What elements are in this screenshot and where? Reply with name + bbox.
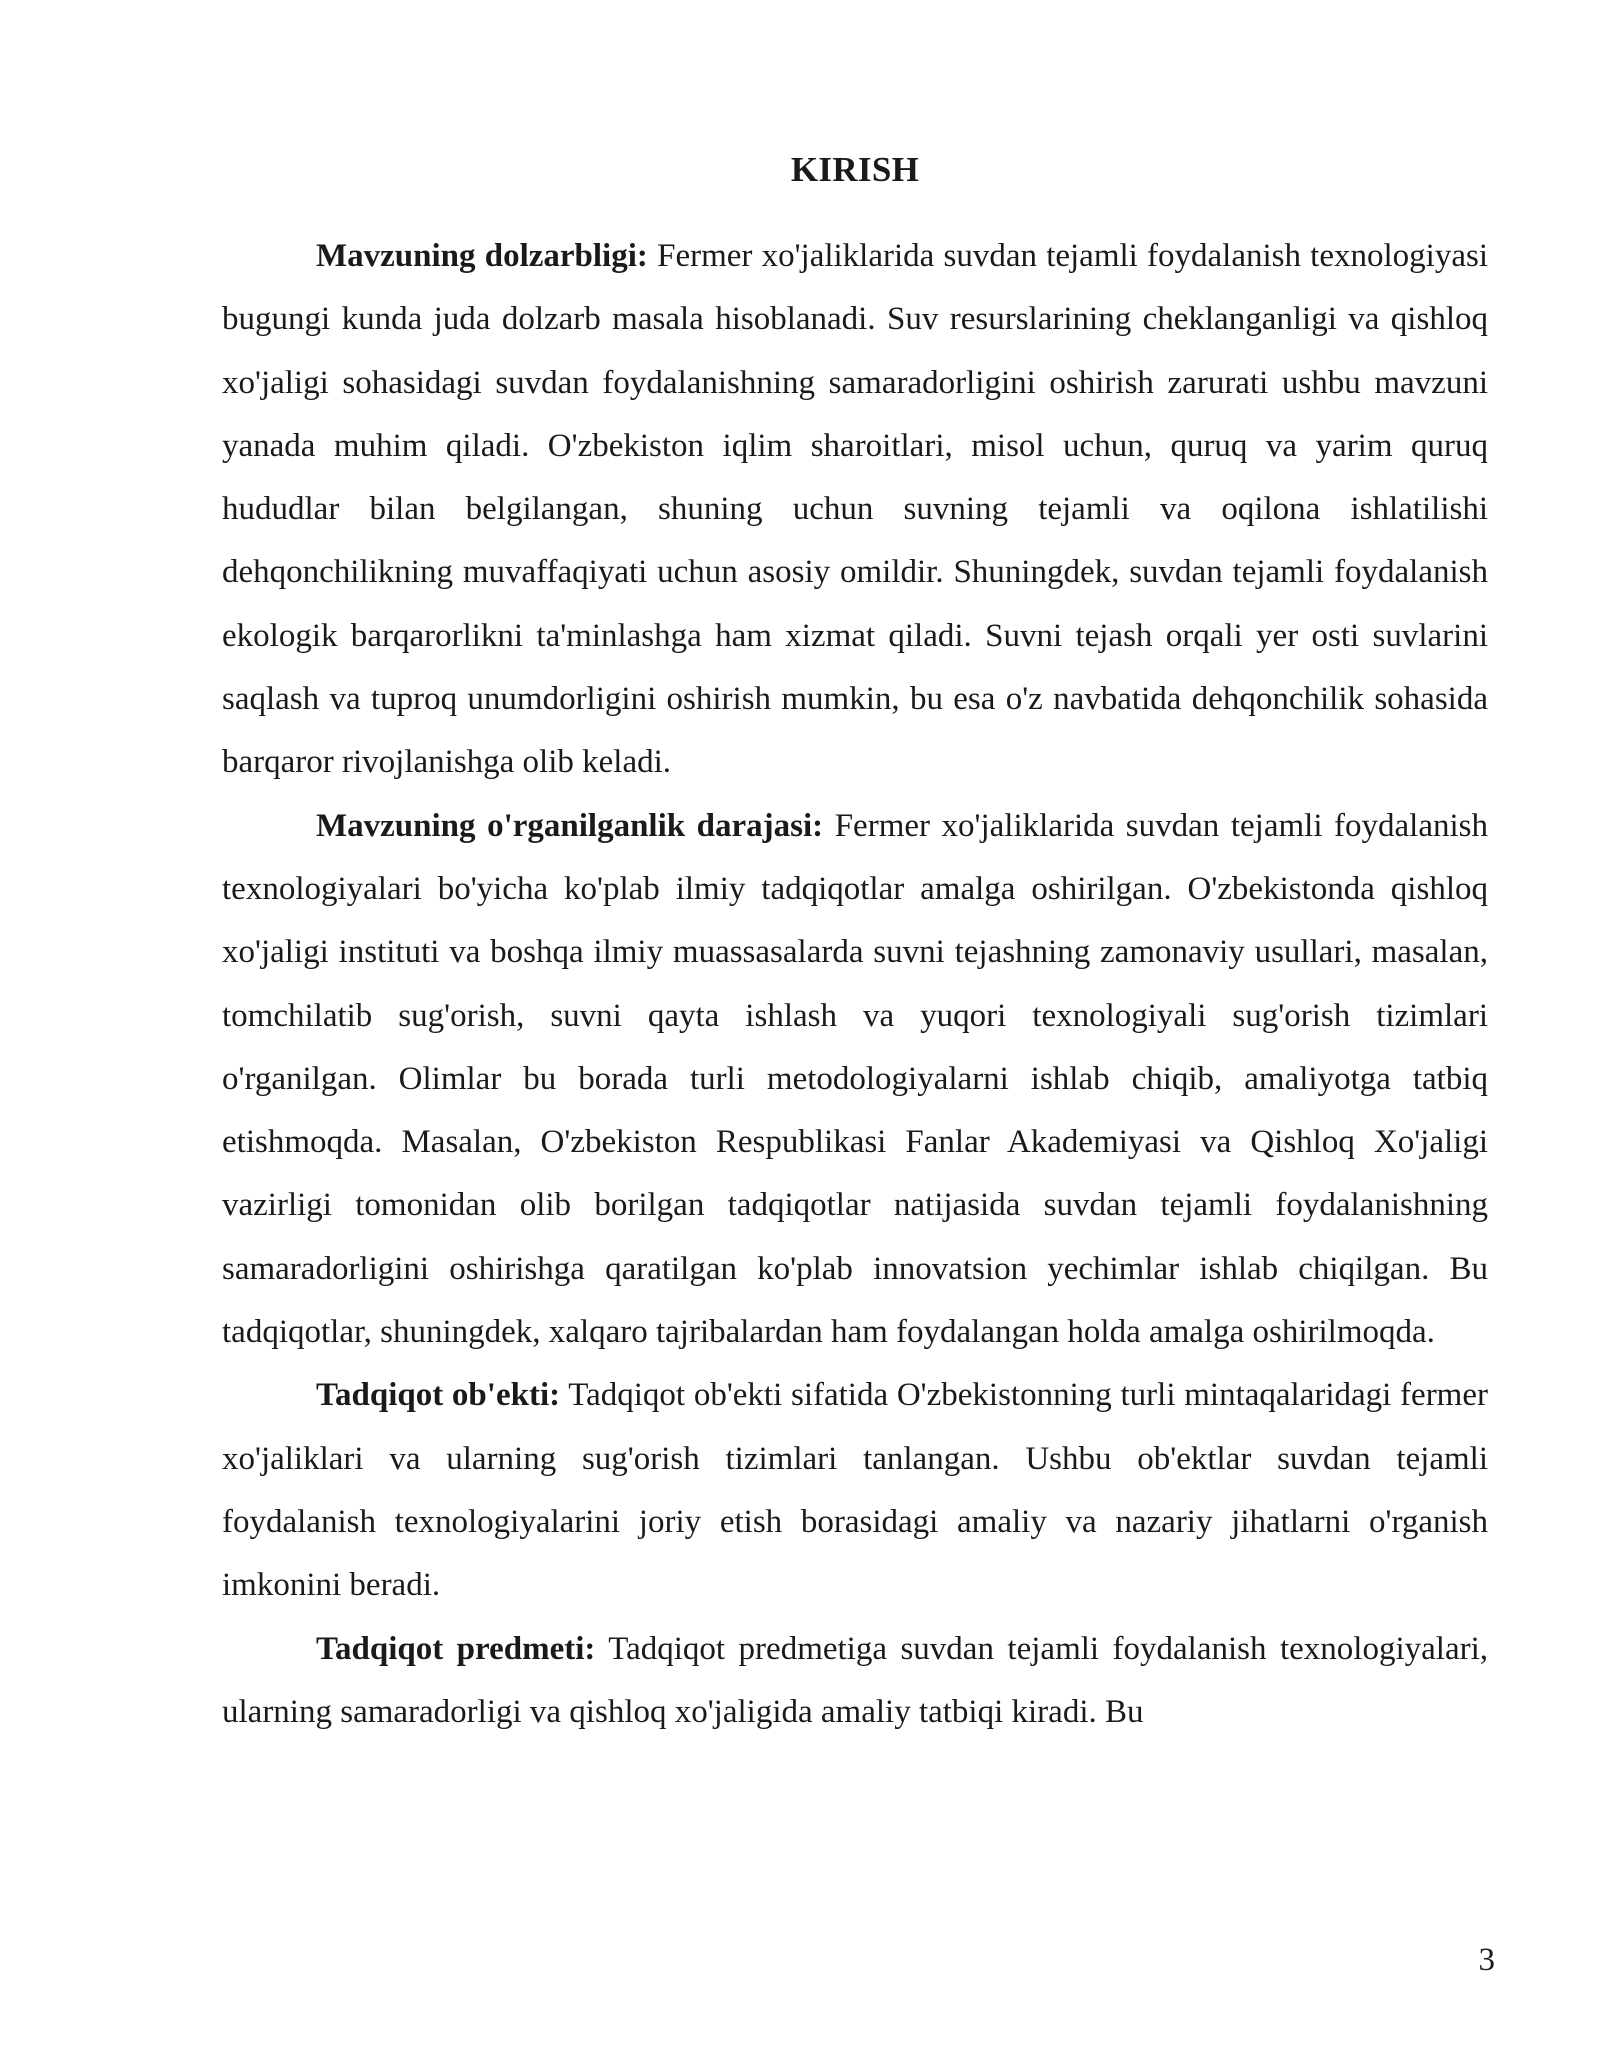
paragraph-text: Tadqiqot predmetiga suvdan tejamli foydalanish texnologiyalari, ularning samaradorligi va qishloq xo'jaligida amaliy tatbiqi kiradi. Bu (222, 1630, 1488, 1730)
paragraph-label: Mavzuning dolzarbligi: (316, 238, 648, 274)
paragraph-label: Mavzuning o'rganilganlik darajasi: (316, 807, 824, 844)
paragraph-research-object (222, 1364, 1488, 1617)
paragraph-text: Fermer xo'jaliklarida suvdan tejamli foydalanish texnologiyalari bo'yicha ko'plab ilmiy tadqiqotlar amalga oshirilgan. O'zbekistonda qishloq xo'jaligi instituti va boshqa ilmiy muassasalarda suvni tejashning zamonaviy usullari, masalan, tomchilatib sug'orish, suvni qayta ishlash va yuqori texnologiyali sug'orish tizimlari o'rganilgan. Olimlar bu borada turli metodologiyalarni ishlab chiqib, amaliyotga tatbiq etishmoqda. Masalan, O'zbekiston Respublikasi Fanlar Akademiyasi va Qishloq Xo'jaligi vazirligi tomonidan olib borilgan tadqiqotlar natijasida suvdan tejamli foydalanishning samaradorligini oshirishga qaratilgan ko'plab innovatsion yechimlar ishlab chiqilgan. Bu tadqiqotlar, shuningdek, xalqaro tajribalardan ham foydalangan holda amalga oshirilmoqda. (222, 807, 1488, 1351)
page-number: 3 (1478, 1942, 1495, 1978)
paragraph-relevance (222, 225, 1488, 795)
paragraph-text: Fermer xo'jaliklarida suvdan tejamli foydalanish texnologiyasi bugungi kunda juda dolzarb masala hisoblanadi. Suv resurslarining cheklanganligi va qishloq xo'jaligi sohasidagi suvdan foydalanishning samaradorligini oshirish zarurati ushbu mavzuni yanada muhim qiladi. O'zbekiston iqlim sharoitlari, misol uchun, quruq va yarim quruq hududlar bilan belgilangan, shuning uchun suvning tejamli va oqilona ishlatilishi dehqonchilikning muvaffaqiyati uchun asosiy omildir. Shuningdek, suvdan tejamli foydalanish ekologik barqarorlikni ta'minlashga ham xizmat qiladi. Suvni tejash orqali yer osti suvlarini saqlash va tuproq unumdorligini oshirish mumkin, bu esa o'z navbatida dehqonchilik sohasida barqaror rivojlanishga olib keladi. (222, 238, 1488, 781)
paragraph-research-subject (222, 1618, 1488, 1745)
page-title: KIRISH (790, 150, 920, 189)
page-content (222, 145, 1488, 1744)
paragraph-label: Tadqiqot ob'ekti: (316, 1377, 561, 1414)
paragraph-text: Tadqiqot ob'ekti sifatida O'zbekistonning turli mintaqalaridagi fermer xo'jaliklari va ularning sug'orish tizimlari tanlangan. Ushbu ob'ektlar suvdan tejamli foydalanish texnologiyalarini joriy etish borasidagi amaliy va nazariy jihatlarni o'rganish imkonini beradi. (222, 1377, 1488, 1604)
paragraph-study-level (222, 795, 1488, 1365)
paragraph-label: Tadqiqot predmeti: (316, 1630, 596, 1667)
